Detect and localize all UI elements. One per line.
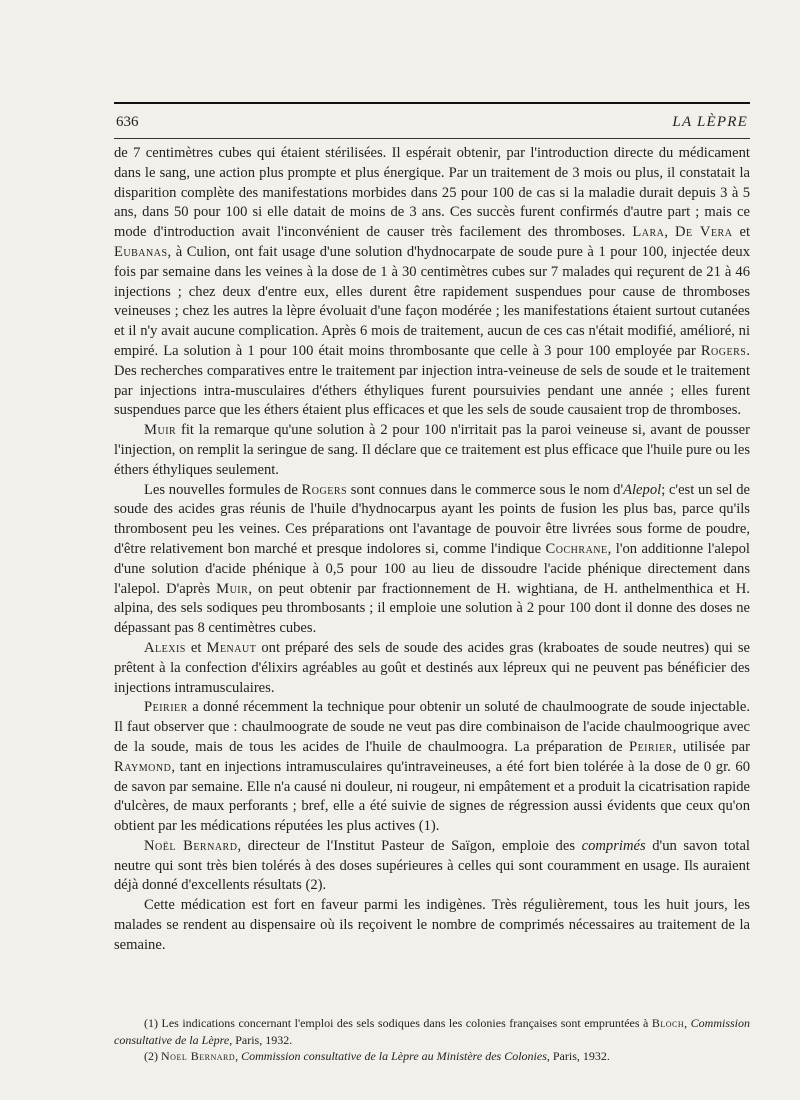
author-name: Noël Bernard	[144, 837, 238, 854]
top-rule	[114, 102, 750, 104]
paragraph: Alexis et Menaut ont préparé des sels de soude des acides gras (kraboates de soude neutres) qui se prêtent à la confection d'élixirs agréables au goût et destinés aux lépreux qui ne peuvent pas bénéficier des injections intramusculaires.	[114, 639, 750, 696]
author-name: Rogers	[700, 342, 747, 359]
author-name: Alexis	[144, 639, 186, 656]
paragraph: Muir fit la remarque qu'une solution à 2 pour 100 n'irritait pas la paroi veineuse si, avant de pousser l'injection, on remplit la seringue de sang. Il déclare que ce traitement est plus efficace que l'huile pure ou les éthers éthyliques seulement.	[114, 422, 750, 478]
author-name: De Vera	[675, 224, 733, 241]
author-name: Rogers	[301, 481, 348, 498]
author-name: Raymond	[114, 758, 172, 775]
footnote: (2) Noel Bernard, Commission consultative de la Lèpre au Ministère des Colonies, Paris, 1932.	[144, 1049, 610, 1063]
author-name: Muir	[144, 422, 177, 439]
body-text	[114, 144, 750, 956]
author-name: Lara	[632, 224, 665, 241]
paragraph: Les nouvelles formules de Rogers sont connues dans le commerce sous le nom d'Alepol; c'est un sel de soude des acides gras réunis de l'huile d'hydnocarpus ayant les points de fusion les plus bas, parce qu'ils thrombosent peu les veines. Ces préparations ont l'avantage de pouvoir être livrées sous forme de poudre, d'être relativement bon marché et presque indolores si, comme l'indique Cochrane, l'on additionne l'alepol d'une solution d'acide phénique à 0,5 pour 100 au lieu de dissoudre l'acide phénique directement dans l'alepol. D'après Muir, on peut obtenir par fractionnement de H. wightiana, de H. anthelmenthica et H. alpina, des sels sodiques peu thrombosants ; il emploie une solution à 2 pour 100 dont il donne des doses ne dépassant pas 8 centimètres cubes.	[114, 481, 751, 637]
italic-term: Alepol	[623, 481, 662, 498]
footnote: (1) Les indications concernant l'emploi des sels sodiques dans les colonies françaises sont empruntées à Bloch, Commission consultative de la Lèpre, Paris, 1932.	[114, 1016, 750, 1047]
page-number: 636	[116, 114, 139, 130]
author-name: Cochrane	[545, 540, 608, 557]
paragraph: Cette médication est fort en faveur parmi les indigènes. Très régulièrement, tous les huit jours, les malades se rendent au dispensaire où ils reçoivent le nombre de comprimés nécessaires au traitement de la semaine.	[114, 897, 750, 953]
author-name: Peirier	[144, 699, 188, 716]
author-name: Eubanas	[114, 243, 168, 260]
italic-term: Commission consultative de la Lèpre	[114, 1016, 750, 1047]
author-name: Muir	[216, 580, 249, 597]
author-name: Noel Bernard	[161, 1049, 236, 1063]
author-name: Peirier	[628, 738, 673, 755]
paragraph: Noël Bernard, directeur de l'Institut Pasteur de Saïgon, emploie des comprimés d'un savon total neutre qui sont très bien tolérés à des doses supérieures à celles qui sont couramment en usage. Ils auraient déjà donné d'excellents résultats (2).	[114, 837, 750, 894]
running-title: LA LÈPRE	[672, 114, 748, 130]
footnotes	[114, 1015, 750, 1065]
italic-term: Commission consultative de la Lèpre au Ministère des Colonies	[241, 1049, 547, 1063]
italic-term: comprimés	[581, 837, 646, 854]
paragraph: de 7 centimètres cubes qui étaient stérilisées. Il espérait obtenir, par l'introduction directe du médicament dans le sang, une action plus prompte et plus énergique. Par un traitement de 3 mois ou plus, il constatait la disparition complète des manifestations morbides dans 25 pour 100 de cas si la maladie durait depuis 3 à 5 ans, dans 50 pour 100 si elle datait de moins de 3 ans. Ces succès furent confirmés d'autre part ; mais ce mode d'introduction avait l'inconvénient de causer très facilement des thromboses. Lara, De Vera et Eubanas, à Culion, ont fait usage d'une solution d'hydnocarpate de soude pure à 1 pour 100, injectée deux fois par semaine dans les veines à la dose de 1 à 30 centimètres cubes sur 7 malades qui reçurent de 21 à 46 injections ; chez deux d'entre eux, elles durent être rapidement suspendues pour cause de thromboses veineuses ; chez les autres la lèpre évoluait d'une façon modérée ; les manifestations étaient surtout cutanées et il n'y avait aucune complication. Après 6 mois de traitement, aucun de ces cas n'était modifié, amélioré, ni empiré. La solution à 1 pour 100 était moins thrombosante que celle à 3 pour 100 employée par Rogers. Des recherches comparatives entre le traitement par injection intra-veineuse de sels de soude et le traitement par injections intra-musculaires d'éthers éthyliques furent poursuivies pendant une année ; elles furent suspendues parce que les éthers étaient plus efficaces et que les sels de soude causaient trop de thromboses.	[114, 145, 750, 419]
header-rule	[114, 138, 750, 139]
page-header	[114, 114, 750, 136]
author-name: Bloch	[651, 1016, 685, 1030]
paragraph: Peirier a donné récemment la technique pour obtenir un soluté de chaulmoograte de soude injectable. Il faut observer que : chaulmoograte de soude ne veut pas dire combinaison de l'acide chaulmoogrique avec de la soude, mais de tous les acides de l'huile de chaulmoogra. La préparation de Peirier, utilisée par Raymond, tant en injections intramusculaires qu'intraveineuses, a été fort bien tolérée à la dose de 0 gr. 60 de savon par semaine. Elle n'a causé ni douleur, ni rougeur, ni empâtement et a produit la cicatrisation rapide d'ulcères, de maux perforants ; bref, elle a été suivie de signes de régression aussi évidents que ceux qu'on obtient par les médications réputées les plus actives (1).	[114, 699, 750, 835]
author-name: Menaut	[206, 639, 257, 656]
